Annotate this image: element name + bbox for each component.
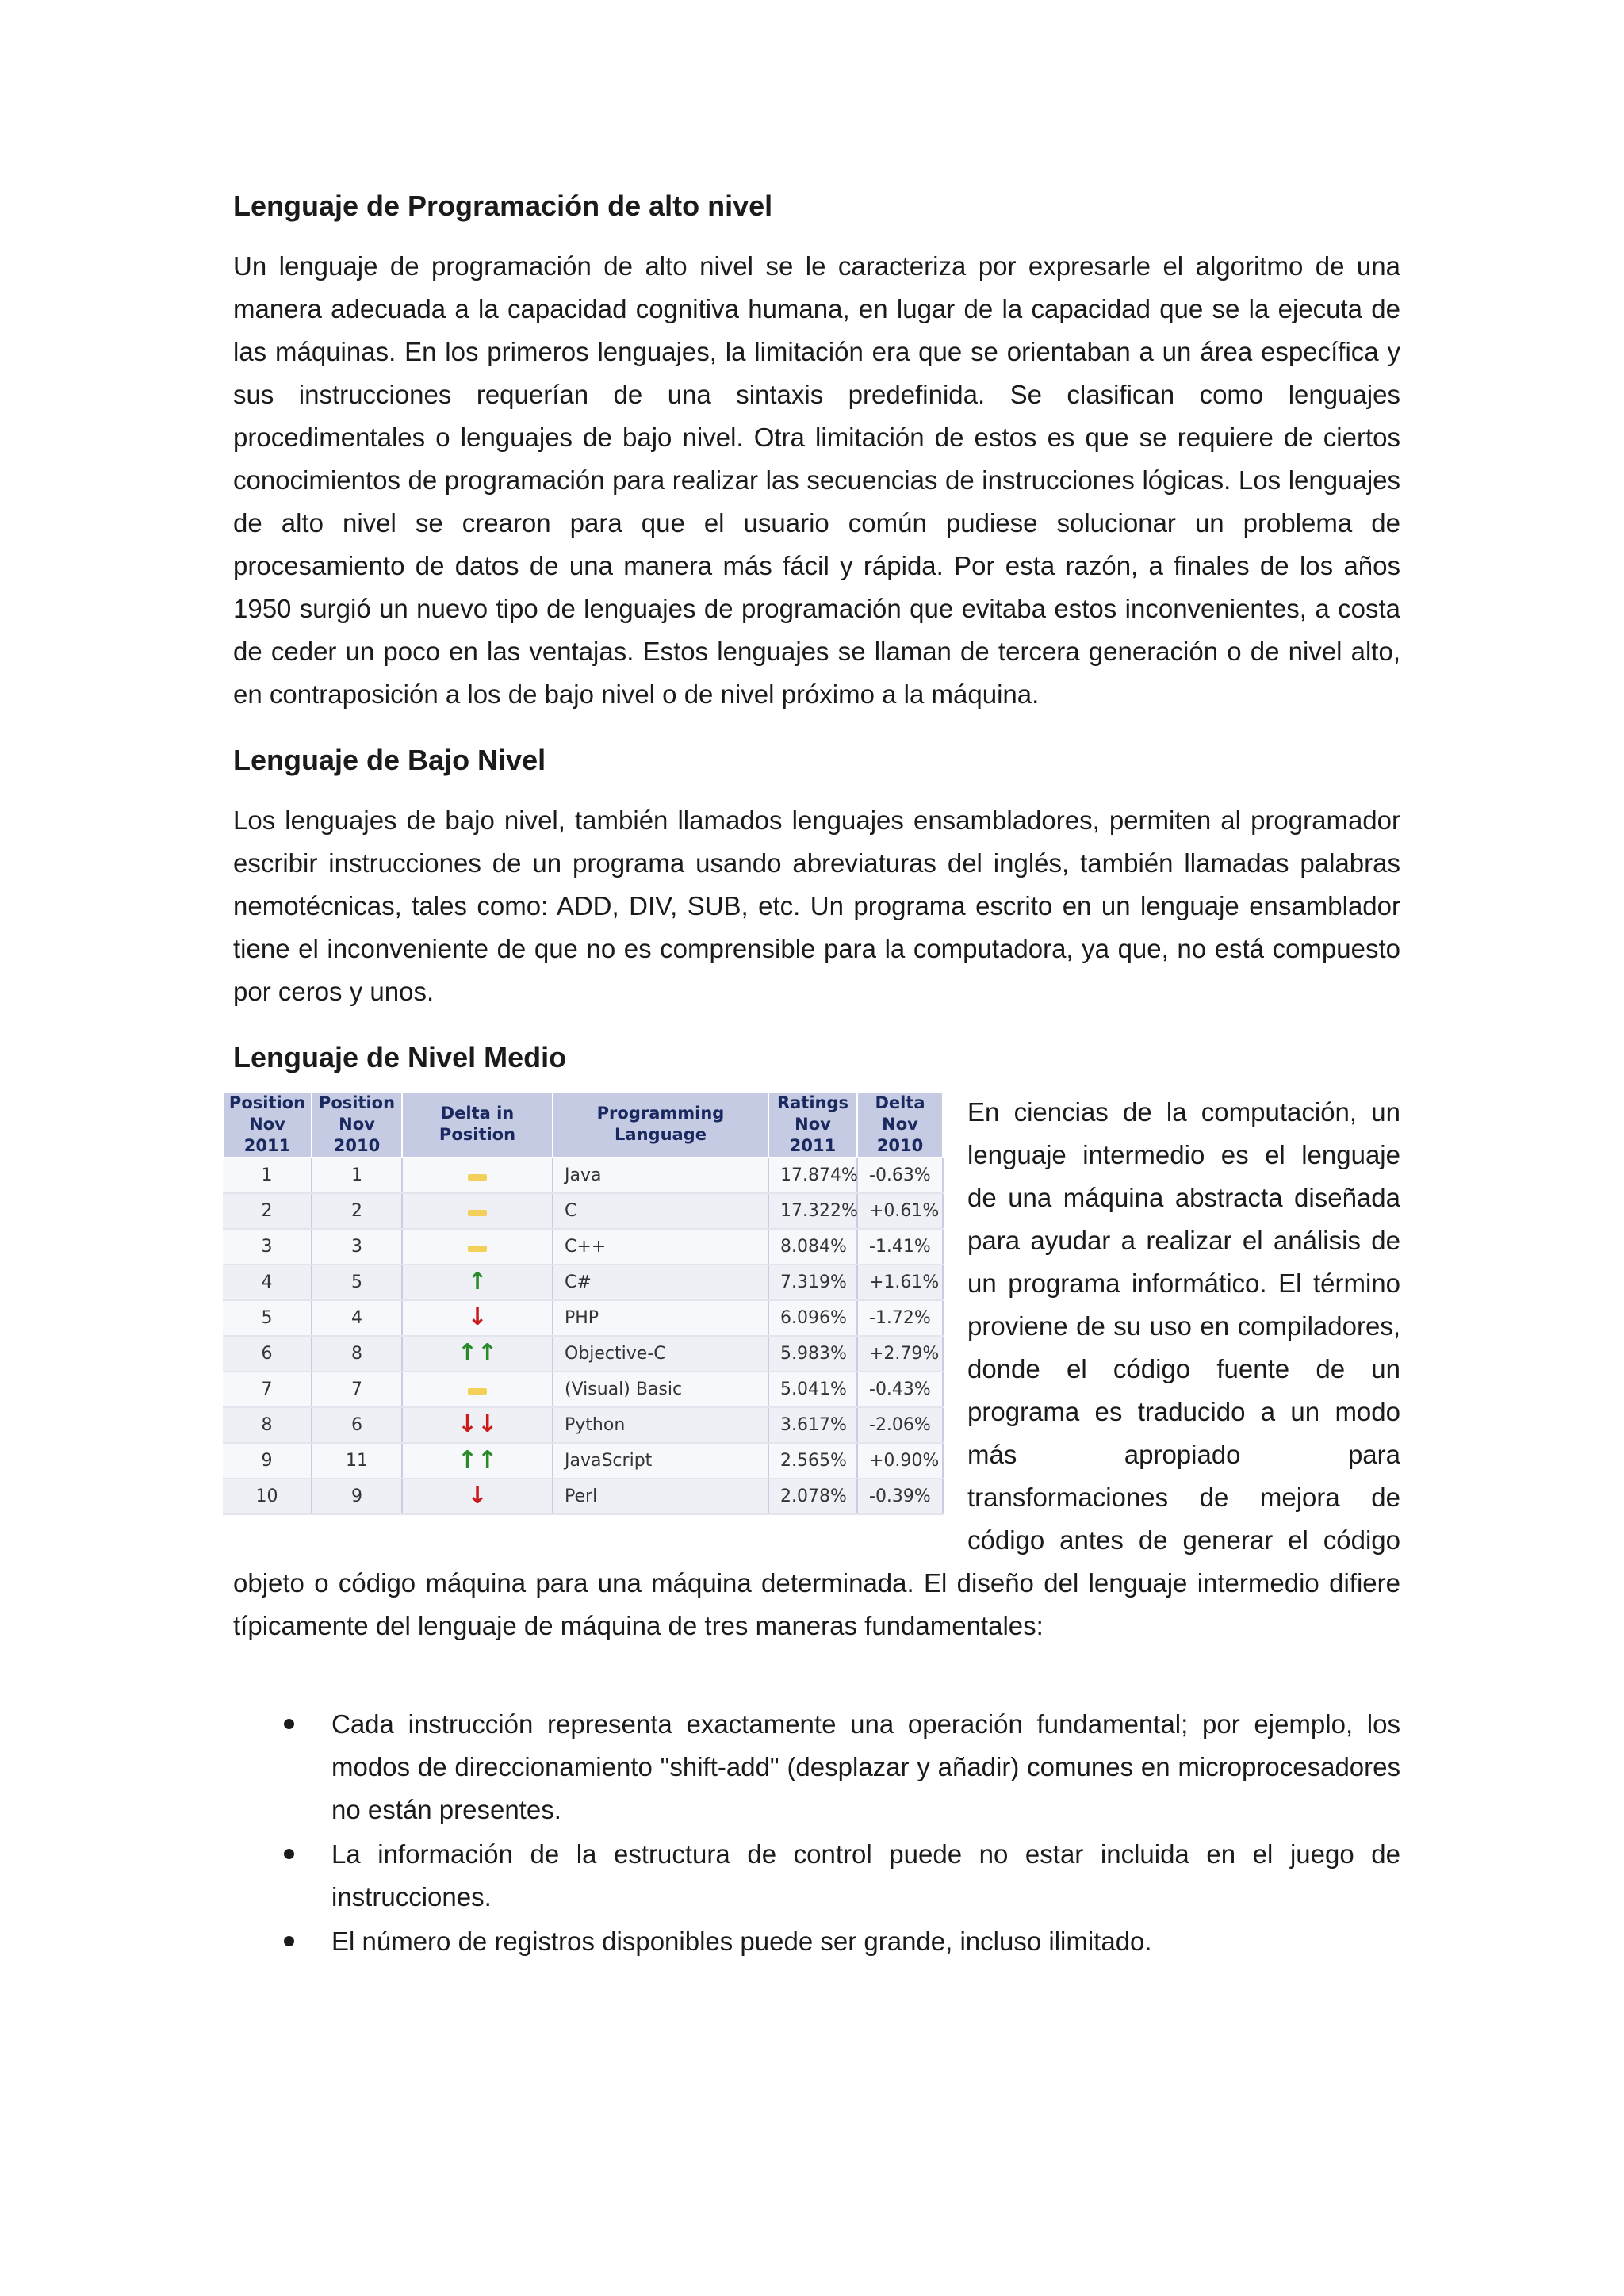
cell-pos2010: 5	[312, 1265, 402, 1300]
cell-delta: -1.72%	[857, 1300, 943, 1336]
cell-delta: +2.79%	[857, 1336, 943, 1372]
cell-trend	[402, 1336, 553, 1372]
cell-ratings: 7.319%	[768, 1265, 857, 1300]
cell-language: JavaScript	[553, 1443, 768, 1479]
heading-bajo-nivel: Lenguaje de Bajo Nivel	[233, 744, 546, 777]
cell-ratings: 2.565%	[768, 1443, 857, 1479]
cell-pos2011: 7	[223, 1372, 312, 1407]
table-row	[223, 1265, 943, 1300]
cell-delta: -1.41%	[857, 1229, 943, 1265]
cell-pos2011: 10	[223, 1479, 312, 1514]
cell-pos2010: 9	[312, 1479, 402, 1514]
cell-ratings: 17.322%	[768, 1193, 857, 1229]
unchanged-icon	[468, 1388, 487, 1395]
cell-ratings: 8.084%	[768, 1229, 857, 1265]
cell-trend	[402, 1193, 553, 1229]
cell-pos2010: 1	[312, 1158, 402, 1193]
cell-language: C++	[553, 1229, 768, 1265]
cell-delta: -2.06%	[857, 1407, 943, 1443]
arrow-up-icon: ↑↑	[457, 1446, 498, 1475]
cell-delta: +1.61%	[857, 1265, 943, 1300]
table-row	[223, 1336, 943, 1372]
table-row	[223, 1193, 943, 1229]
cell-ratings: 5.983%	[768, 1336, 857, 1372]
header-programming-language: Programming Language	[553, 1092, 768, 1158]
cell-delta: +0.90%	[857, 1443, 943, 1479]
cell-trend	[402, 1300, 553, 1336]
list-item: La información de la estructura de control puede no estar incluida en el juego de instrucciones.	[331, 1833, 1400, 1919]
table-row	[223, 1300, 943, 1336]
cell-delta: -0.39%	[857, 1479, 943, 1514]
cell-ratings: 3.617%	[768, 1407, 857, 1443]
arrow-down-icon: ↓	[467, 1482, 488, 1510]
cell-delta: +0.61%	[857, 1193, 943, 1229]
arrow-up-icon: ↑↑	[457, 1339, 498, 1368]
cell-language: (Visual) Basic	[553, 1372, 768, 1407]
arrow-up-icon: ↑	[467, 1268, 488, 1296]
table-row	[223, 1479, 943, 1514]
cell-pos2011: 2	[223, 1193, 312, 1229]
cell-ratings: 17.874%	[768, 1158, 857, 1193]
document-body	[228, 181, 1400, 1965]
table-header-row	[223, 1092, 943, 1158]
table-row	[223, 1229, 943, 1265]
cell-delta: -0.63%	[857, 1158, 943, 1193]
paragraph-bajo-nivel: Los lenguajes de bajo nivel, también llamados lenguajes ensambladores, permiten al programador escribir instrucciones de un programa usando abreviaturas del inglés, también llamadas palabras nemotécnicas, tales como: ADD, DIV, SUB, etc. Un programa escrito en un lenguaje ensamblador tiene el inconveniente de que no es comprensible para la computadora, ya que, no está compuesto por ceros y unos.	[233, 806, 1400, 1007]
heading-alto-nivel: Lenguaje de Programación de alto nivel	[233, 189, 773, 222]
cell-pos2011: 4	[223, 1265, 312, 1300]
cell-pos2010: 8	[312, 1336, 402, 1372]
header-delta: Delta Nov 2010	[857, 1092, 943, 1158]
cell-language: Python	[553, 1407, 768, 1443]
list-item: Cada instrucción representa exactamente una operación fundamental; por ejemplo, los modos de direccionamiento "shift-add" (desplazar y añadir) comunes en microprocesadores no están presentes.	[331, 1703, 1400, 1831]
cell-pos2011: 5	[223, 1300, 312, 1336]
unchanged-icon	[468, 1210, 487, 1216]
header-position-2010: Position Nov 2010	[312, 1092, 402, 1158]
cell-ratings: 6.096%	[768, 1300, 857, 1336]
cell-language: Java	[553, 1158, 768, 1193]
cell-trend	[402, 1407, 553, 1443]
cell-trend	[402, 1443, 553, 1479]
header-delta-position: Delta in Position	[402, 1092, 553, 1158]
cell-language: Objective-C	[553, 1336, 768, 1372]
arrow-down-icon: ↓	[467, 1303, 488, 1332]
heading-nivel-medio: Lenguaje de Nivel Medio	[233, 1041, 567, 1074]
cell-trend	[402, 1158, 553, 1193]
arrow-down-icon: ↓↓	[457, 1410, 498, 1439]
language-ranking-table	[222, 1091, 944, 1515]
paragraph-nivel-medio: En ciencias de la computación, un lenguaje intermedio es el lenguaje de una máquina abstracta diseñada para ayudar a realizar el análisis de un programa informático. El término proviene de su uso en compiladores, donde el código fuente de un programa es traducido a un modo más apropiado para transformaciones de mejora de código antes de generar el código objeto o código máquina para una máquina determinada. El diseño del lenguaje intermedio difiere típicamente del lenguaje de máquina de tres maneras fundamentales:	[233, 1096, 1400, 1640]
cell-pos2010: 11	[312, 1443, 402, 1479]
cell-delta: -0.43%	[857, 1372, 943, 1407]
cell-pos2010: 4	[312, 1300, 402, 1336]
cell-trend	[402, 1265, 553, 1300]
cell-trend	[402, 1372, 553, 1407]
table-row	[223, 1158, 943, 1193]
nivel-medio-block	[228, 1091, 1400, 1674]
cell-ratings: 2.078%	[768, 1479, 857, 1514]
unchanged-icon	[468, 1246, 487, 1252]
cell-ratings: 5.041%	[768, 1372, 857, 1407]
cell-pos2011: 3	[223, 1229, 312, 1265]
unchanged-icon	[468, 1174, 487, 1181]
table-body	[223, 1158, 943, 1514]
cell-pos2011: 6	[223, 1336, 312, 1372]
cell-pos2011: 8	[223, 1407, 312, 1443]
cell-pos2011: 9	[223, 1443, 312, 1479]
cell-pos2010: 7	[312, 1372, 402, 1407]
differences-list	[233, 1703, 1400, 1963]
paragraph-alto-nivel: Un lenguaje de programación de alto nivel se le caracteriza por expresarle el algoritmo de una manera adecuada a la capacidad cognitiva humana, en lugar de la capacidad que se la ejecuta de las máquinas. En los primeros lenguajes, la limitación era que se orientaban a un área específica y sus instrucciones requerían de una sintaxis predefinida. Se clasifican como lenguajes procedimentales o lenguajes de bajo nivel. Otra limitación de estos es que se requiere de ciertos conocimientos de programación para realizar las secuencias de instrucciones lógicas. Los lenguajes de alto nivel se crearon para que el usuario común pudiese solucionar un problema de procesamiento de datos de una manera más fácil y rápida. Por esta razón, a finales de los años 1950 surgió un nuevo tipo de lenguajes de programación que evitaba estos inconvenientes, a costa de ceder un poco en las ventajas. Estos lenguajes se llaman de tercera generación o de nivel alto, en contraposición a los de bajo nivel o de nivel próximo a la máquina.	[233, 251, 1400, 710]
cell-trend	[402, 1229, 553, 1265]
table-row	[223, 1407, 943, 1443]
cell-pos2011: 1	[223, 1158, 312, 1193]
list-item: El número de registros disponibles puede ser grande, incluso ilimitado.	[331, 1920, 1400, 1963]
cell-pos2010: 3	[312, 1229, 402, 1265]
cell-pos2010: 2	[312, 1193, 402, 1229]
table-row	[223, 1443, 943, 1479]
cell-language: Perl	[553, 1479, 768, 1514]
header-position-2011: Position Nov 2011	[223, 1092, 312, 1158]
cell-pos2010: 6	[312, 1407, 402, 1443]
cell-language: PHP	[553, 1300, 768, 1336]
table-row	[223, 1372, 943, 1407]
cell-language: C#	[553, 1265, 768, 1300]
header-ratings: Ratings Nov 2011	[768, 1092, 857, 1158]
cell-trend	[402, 1479, 553, 1514]
cell-language: C	[553, 1193, 768, 1229]
